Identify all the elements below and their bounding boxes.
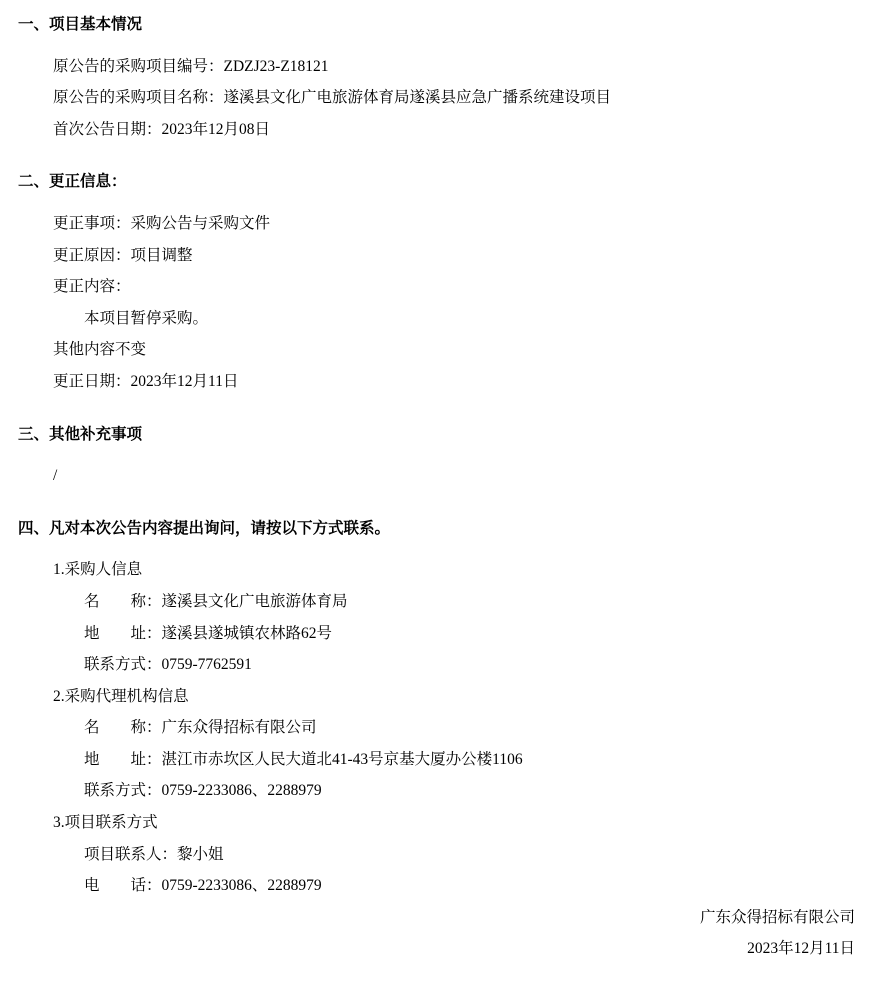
field-value: 黎小姐 [177,845,224,863]
section-contacts [0,513,872,902]
supplement-content: / [53,467,58,485]
signature-company: 广东众得招标有限公司 [699,908,855,926]
field-label: 联系方式： [84,656,162,674]
agency-title: 2.采购代理机构信息 [53,687,189,705]
field-label: 名 称： [84,592,162,610]
field-value: ZDZJ23-Z18121 [223,57,329,75]
project-contact-person [0,839,872,871]
purchaser-name [0,586,872,618]
field-label: 地 址： [84,750,162,768]
field-label: 原公告的采购项目编号： [53,57,224,75]
agency-address [0,744,872,776]
correction-date [0,366,872,398]
purchaser-info [0,554,872,680]
field-label: 更正内容： [53,278,131,296]
first-announce-date [0,114,872,146]
field-value: 0759-7762591 [161,656,252,674]
field-label: 更正原因： [53,246,131,264]
field-value: 遂溪县遂城镇农林路62号 [161,624,333,642]
field-value: 广东众得招标有限公司 [161,719,317,737]
field-value: 2023年12月08日 [161,120,271,138]
field-value: 遂溪县文化广电旅游体育局 [161,592,348,610]
project-contact-info [0,807,872,902]
project-contact-title: 3.项目联系方式 [53,814,158,832]
correction-content-label [0,271,872,303]
field-value: 2023年12月11日 [130,372,239,390]
supplement-heading: 三、其他补充事项 [18,425,143,443]
original-project-number [0,51,872,83]
project-contact-phone [0,870,872,902]
section-correction-info [0,166,872,397]
signature-block [0,902,872,965]
field-label: 地 址： [84,624,162,642]
correction-reason [0,240,872,272]
section-supplement [0,419,872,492]
other-content-note: 其他内容不变 [53,341,147,359]
field-value: 采购公告与采购文件 [130,214,271,232]
correction-item [0,208,872,240]
contact-heading: 四、凡对本次公告内容提出询问，请按以下方式联系。 [18,519,391,537]
field-label: 电 话： [84,877,162,895]
field-label: 联系方式： [84,782,162,800]
field-value: 0759-2233086、2288979 [161,877,322,895]
agency-info [0,681,872,807]
field-label: 项目联系人： [84,845,178,863]
purchaser-phone [0,649,872,681]
agency-phone [0,775,872,807]
field-label: 更正事项： [53,214,131,232]
agency-name [0,712,872,744]
field-label: 名 称： [84,719,162,737]
original-project-name [0,82,872,114]
basic-info-heading: 一、项目基本情况 [18,16,143,33]
correction-info-heading: 二、更正信息： [18,173,127,191]
signature-date: 2023年12月11日 [747,940,855,958]
field-value: 遂溪县文化广电旅游体育局遂溪县应急广播系统建设项目 [223,89,612,107]
purchaser-address [0,618,872,650]
field-label: 原公告的采购项目名称： [53,89,224,107]
correction-content-body: 本项目暂停采购。 [84,309,209,327]
field-label: 更正日期： [53,372,131,390]
section-basic-info [0,9,872,145]
field-value: 湛江市赤坎区人民大道北41-43号京基大厦办公楼1106 [161,750,523,768]
field-value: 0759-2233086、2288979 [161,782,322,800]
field-label: 首次公告日期： [53,120,162,138]
purchaser-title: 1.采购人信息 [53,561,143,579]
field-value: 项目调整 [130,246,193,264]
